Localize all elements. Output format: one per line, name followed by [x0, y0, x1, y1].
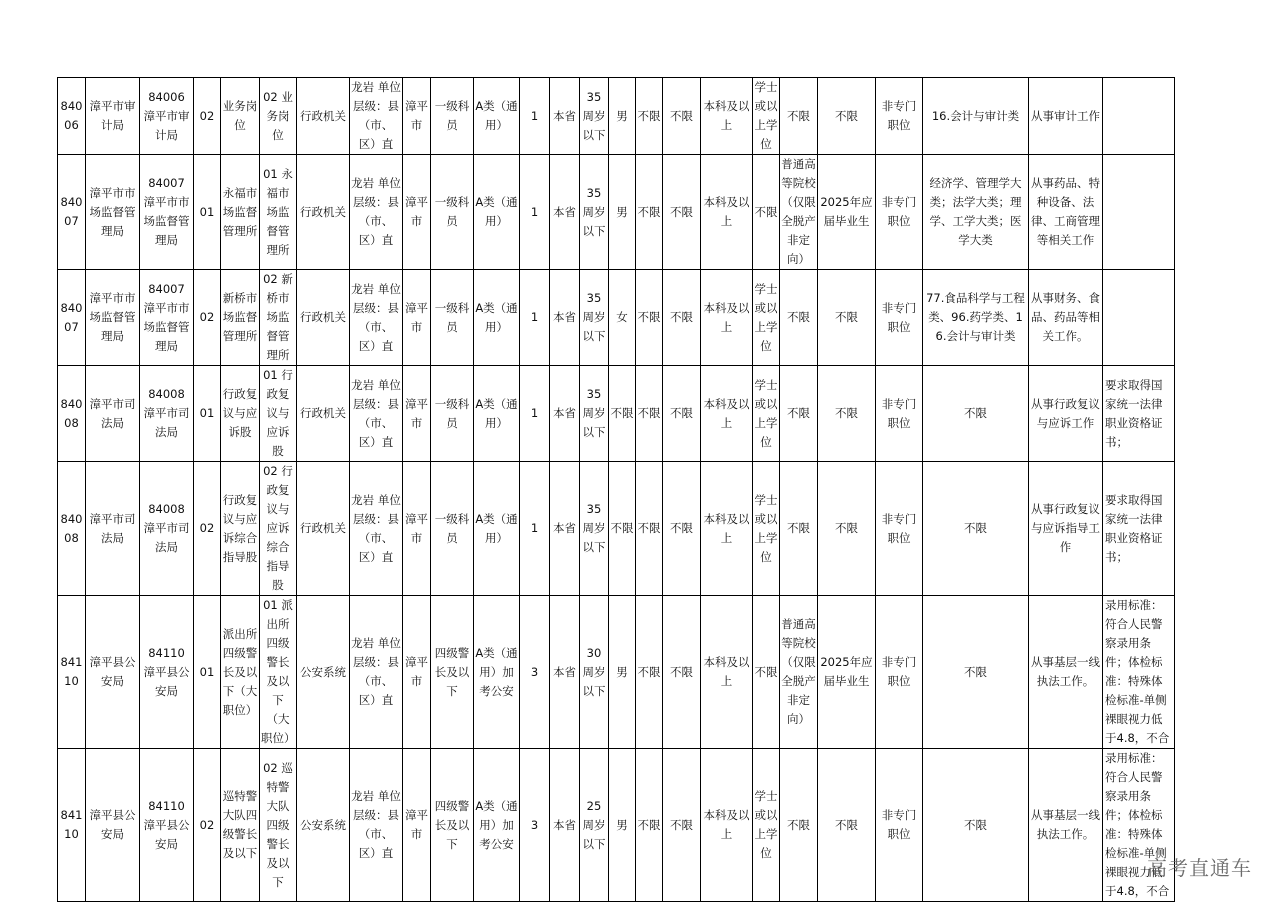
duty-cell: 从事药品、特种设备、法律、工商管理等相关工作	[1029, 155, 1103, 270]
age-cell: 35周岁以下	[580, 462, 609, 596]
political-cell: 不限	[663, 78, 701, 155]
org-type-cell: 公安系统	[297, 596, 350, 749]
quota-cell: 3	[520, 596, 550, 749]
department-cell: 行政复议与应诉综合指导股	[221, 462, 260, 596]
degree-cell: 学士或以上学位	[753, 462, 780, 596]
duty-cell: 从事财务、食品、药品等相关工作。	[1029, 270, 1103, 366]
table-row	[58, 270, 1175, 366]
education-cell: 本科及以上	[701, 270, 753, 366]
education-cell: 本科及以上	[701, 462, 753, 596]
remarks-cell	[1103, 78, 1175, 155]
degree-cell: 学士或以上学位	[753, 366, 780, 462]
org-type-cell: 行政机关	[297, 270, 350, 366]
exam-type-cell: A类（通用）	[474, 155, 520, 270]
rank-cell: 四级警长及以下	[431, 596, 474, 749]
special-position-cell: 非专门职位	[876, 366, 923, 462]
table-row	[58, 462, 1175, 596]
unit-code-name-cell: 84007 漳平市市场监督管理局	[140, 270, 194, 366]
unit-code-cell: 84008	[58, 366, 86, 462]
major-cell: 不限	[923, 596, 1029, 749]
gender-cell: 男	[609, 749, 636, 902]
age-cell: 25周岁以下	[580, 749, 609, 902]
education-cell: 本科及以上	[701, 596, 753, 749]
unit-seq-cell: 01	[194, 596, 221, 749]
unit-code-name-cell: 84110 漳平县公安局	[140, 596, 194, 749]
age-cell: 35周岁以下	[580, 270, 609, 366]
unit-name-cell: 漳平县公安局	[86, 596, 140, 749]
watermark-text: 高考直通车	[1147, 856, 1252, 880]
school-cell: 不限	[780, 749, 818, 902]
household-cell: 本省	[550, 78, 580, 155]
source-cell: 不限	[818, 78, 876, 155]
recruitment-table	[57, 77, 1175, 902]
unit-level-cell: 龙岩 单位层级：县（市、区）直	[350, 462, 403, 596]
unit-seq-cell: 01	[194, 155, 221, 270]
education-cell: 本科及以上	[701, 78, 753, 155]
exam-type-cell: A类（通用）	[474, 366, 520, 462]
rank-cell: 四级警长及以下	[431, 749, 474, 902]
city-cell: 漳平市	[403, 270, 431, 366]
city-cell: 漳平市	[403, 596, 431, 749]
education-cell: 本科及以上	[701, 366, 753, 462]
unit-code-cell: 84008	[58, 462, 86, 596]
org-type-cell: 行政机关	[297, 462, 350, 596]
age-cell: 30周岁以下	[580, 596, 609, 749]
department-cell: 行政复议与应诉股	[221, 366, 260, 462]
exam-type-cell: A类（通用）	[474, 270, 520, 366]
duty-cell: 从事基层一线执法工作。	[1029, 749, 1103, 902]
ethnicity-cell: 不限	[636, 596, 663, 749]
political-cell: 不限	[663, 155, 701, 270]
exam-type-cell: A类（通用）	[474, 462, 520, 596]
ethnicity-cell: 不限	[636, 270, 663, 366]
quota-cell: 1	[520, 155, 550, 270]
city-cell: 漳平市	[403, 462, 431, 596]
political-cell: 不限	[663, 749, 701, 902]
gender-cell: 不限	[609, 366, 636, 462]
household-cell: 本省	[550, 270, 580, 366]
household-cell: 本省	[550, 596, 580, 749]
unit-code-name-cell: 84008 漳平市司法局	[140, 462, 194, 596]
department-cell: 业务岗位	[221, 78, 260, 155]
political-cell: 不限	[663, 270, 701, 366]
school-cell: 普通高等院校（仅限全脱产非定向）	[780, 596, 818, 749]
unit-seq-cell: 02	[194, 462, 221, 596]
unit-code-name-cell: 84110 漳平县公安局	[140, 749, 194, 902]
ethnicity-cell: 不限	[636, 155, 663, 270]
position-cell: 02 行政复议与应诉综合指导股	[260, 462, 297, 596]
remarks-cell: 录用标准：符合人民警察录用条件；体检标准：特殊体检标准-单侧裸眼视力低于4.8，不合	[1103, 749, 1175, 902]
political-cell: 不限	[663, 596, 701, 749]
exam-type-cell: A类（通用）	[474, 78, 520, 155]
quota-cell: 1	[520, 366, 550, 462]
gender-cell: 不限	[609, 462, 636, 596]
rank-cell: 一级科员	[431, 78, 474, 155]
unit-name-cell: 漳平市市场监督管理局	[86, 270, 140, 366]
degree-cell: 学士或以上学位	[753, 270, 780, 366]
special-position-cell: 非专门职位	[876, 596, 923, 749]
remarks-cell: 要求取得国家统一法律职业资格证书；	[1103, 462, 1175, 596]
city-cell: 漳平市	[403, 749, 431, 902]
position-cell: 01 派出所四级警长及以下（大职位）	[260, 596, 297, 749]
rank-cell: 一级科员	[431, 366, 474, 462]
source-cell: 不限	[818, 270, 876, 366]
unit-code-cell: 84110	[58, 596, 86, 749]
unit-level-cell: 龙岩 单位层级：县（市、区）直	[350, 366, 403, 462]
city-cell: 漳平市	[403, 366, 431, 462]
unit-seq-cell: 02	[194, 270, 221, 366]
gender-cell: 男	[609, 155, 636, 270]
degree-cell: 学士或以上学位	[753, 78, 780, 155]
ethnicity-cell: 不限	[636, 462, 663, 596]
table-row	[58, 366, 1175, 462]
quota-cell: 1	[520, 462, 550, 596]
unit-name-cell: 漳平市审计局	[86, 78, 140, 155]
position-cell: 01 永福市场监督管理所	[260, 155, 297, 270]
unit-code-name-cell: 84007 漳平市市场监督管理局	[140, 155, 194, 270]
special-position-cell: 非专门职位	[876, 462, 923, 596]
unit-seq-cell: 01	[194, 366, 221, 462]
duty-cell: 从事行政复议与应诉工作	[1029, 366, 1103, 462]
table-body	[58, 78, 1175, 902]
ethnicity-cell: 不限	[636, 749, 663, 902]
special-position-cell: 非专门职位	[876, 78, 923, 155]
unit-level-cell: 龙岩 单位层级：县（市、区）直	[350, 596, 403, 749]
unit-seq-cell: 02	[194, 749, 221, 902]
org-type-cell: 行政机关	[297, 366, 350, 462]
unit-code-name-cell: 84008 漳平市司法局	[140, 366, 194, 462]
household-cell: 本省	[550, 155, 580, 270]
special-position-cell: 非专门职位	[876, 155, 923, 270]
unit-code-name-cell: 84006 漳平市审计局	[140, 78, 194, 155]
org-type-cell: 行政机关	[297, 78, 350, 155]
age-cell: 35周岁以下	[580, 78, 609, 155]
unit-code-cell: 84110	[58, 749, 86, 902]
school-cell: 普通高等院校（仅限全脱产非定向）	[780, 155, 818, 270]
duty-cell: 从事行政复议与应诉指导工作	[1029, 462, 1103, 596]
school-cell: 不限	[780, 462, 818, 596]
city-cell: 漳平市	[403, 155, 431, 270]
major-cell: 不限	[923, 749, 1029, 902]
unit-level-cell: 龙岩 单位层级：县（市、区）直	[350, 749, 403, 902]
position-cell: 02 巡特警大队四级警长及以下	[260, 749, 297, 902]
degree-cell: 不限	[753, 596, 780, 749]
unit-level-cell: 龙岩 单位层级：县（市、区）直	[350, 155, 403, 270]
rank-cell: 一级科员	[431, 155, 474, 270]
unit-level-cell: 龙岩 单位层级：县（市、区）直	[350, 270, 403, 366]
source-cell: 2025年应届毕业生	[818, 596, 876, 749]
household-cell: 本省	[550, 749, 580, 902]
school-cell: 不限	[780, 78, 818, 155]
ethnicity-cell: 不限	[636, 366, 663, 462]
remarks-cell	[1103, 270, 1175, 366]
unit-name-cell: 漳平市司法局	[86, 462, 140, 596]
table-row	[58, 749, 1175, 902]
school-cell: 不限	[780, 366, 818, 462]
exam-type-cell: A类（通用）加考公安	[474, 596, 520, 749]
age-cell: 35周岁以下	[580, 366, 609, 462]
ethnicity-cell: 不限	[636, 78, 663, 155]
remarks-cell	[1103, 155, 1175, 270]
education-cell: 本科及以上	[701, 155, 753, 270]
city-cell: 漳平市	[403, 78, 431, 155]
major-cell: 不限	[923, 462, 1029, 596]
gender-cell: 女	[609, 270, 636, 366]
exam-type-cell: A类（通用）加考公安	[474, 749, 520, 902]
age-cell: 35周岁以下	[580, 155, 609, 270]
unit-name-cell: 漳平市司法局	[86, 366, 140, 462]
duty-cell: 从事审计工作	[1029, 78, 1103, 155]
department-cell: 新桥市场监督管理所	[221, 270, 260, 366]
gender-cell: 男	[609, 596, 636, 749]
position-cell: 01 行政复议与应诉股	[260, 366, 297, 462]
degree-cell: 学士或以上学位	[753, 749, 780, 902]
remarks-cell: 录用标准：符合人民警察录用条件；体检标准：特殊体检标准-单侧裸眼视力低于4.8，不合	[1103, 596, 1175, 749]
education-cell: 本科及以上	[701, 749, 753, 902]
table-row	[58, 155, 1175, 270]
quota-cell: 3	[520, 749, 550, 902]
rank-cell: 一级科员	[431, 462, 474, 596]
special-position-cell: 非专门职位	[876, 270, 923, 366]
household-cell: 本省	[550, 366, 580, 462]
table-row	[58, 596, 1175, 749]
unit-seq-cell: 02	[194, 78, 221, 155]
political-cell: 不限	[663, 462, 701, 596]
special-position-cell: 非专门职位	[876, 749, 923, 902]
major-cell: 不限	[923, 366, 1029, 462]
political-cell: 不限	[663, 366, 701, 462]
degree-cell: 不限	[753, 155, 780, 270]
unit-code-cell: 84007	[58, 270, 86, 366]
gender-cell: 男	[609, 78, 636, 155]
unit-name-cell: 漳平县公安局	[86, 749, 140, 902]
table-row	[58, 78, 1175, 155]
org-type-cell: 行政机关	[297, 155, 350, 270]
source-cell: 不限	[818, 749, 876, 902]
source-cell: 2025年应届毕业生	[818, 155, 876, 270]
unit-code-cell: 84006	[58, 78, 86, 155]
position-cell: 02 业务岗位	[260, 78, 297, 155]
household-cell: 本省	[550, 462, 580, 596]
position-cell: 02 新桥市场监督管理所	[260, 270, 297, 366]
rank-cell: 一级科员	[431, 270, 474, 366]
department-cell: 永福市场监督管理所	[221, 155, 260, 270]
major-cell: 77.食品科学与工程类、96.药学类、16.会计与审计类	[923, 270, 1029, 366]
major-cell: 经济学、管理学大类；法学大类；理学、工学大类；医学大类	[923, 155, 1029, 270]
source-cell: 不限	[818, 366, 876, 462]
quota-cell: 1	[520, 270, 550, 366]
major-cell: 16.会计与审计类	[923, 78, 1029, 155]
remarks-cell: 要求取得国家统一法律职业资格证书；	[1103, 366, 1175, 462]
duty-cell: 从事基层一线执法工作。	[1029, 596, 1103, 749]
quota-cell: 1	[520, 78, 550, 155]
unit-code-cell: 84007	[58, 155, 86, 270]
unit-level-cell: 龙岩 单位层级：县（市、区）直	[350, 78, 403, 155]
unit-name-cell: 漳平市市场监督管理局	[86, 155, 140, 270]
department-cell: 派出所四级警长及以下（大职位）	[221, 596, 260, 749]
source-cell: 不限	[818, 462, 876, 596]
department-cell: 巡特警大队四级警长及以下	[221, 749, 260, 902]
org-type-cell: 公安系统	[297, 749, 350, 902]
school-cell: 不限	[780, 270, 818, 366]
